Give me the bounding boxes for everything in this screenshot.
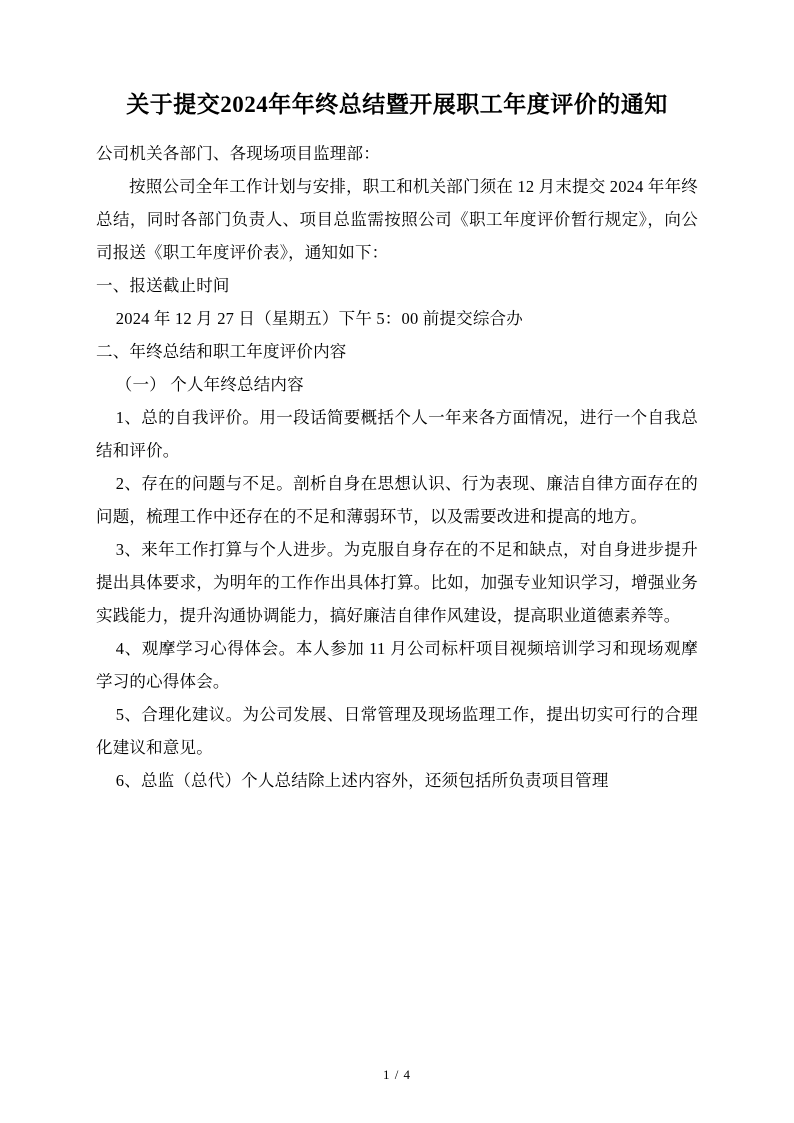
heading-section-2: 二、年终总结和职工年度评价内容 (96, 341, 347, 361)
page-title: 关于提交2024年年终总结暨开展职工年度评价的通知 (126, 92, 668, 117)
heading-section-1: 一、报送截止时间 (96, 275, 230, 295)
heading-subsection-1: （一） 个人年终总结内容 (115, 374, 304, 394)
paragraph-item-3: 3、来年工作打算与个人进步。为克服自身存在的不足和缺点，对自身进步提升提出具体要求，为明年的工作作出具体打算。比如，加强专业知识学习，增强业务实践能力，提升沟通协调能力，搞好廉洁自律作风建设，提高职业道德素养等。 (96, 539, 698, 625)
paragraph-salutation: 公司机关各部门、各现场项目监理部： (96, 143, 380, 163)
paragraph-item-2: 2、存在的问题与不足。剖析自身在思想认识、行为表现、廉洁自律方面存在的问题，梳理工作中还存在的不足和薄弱环节，以及需要改进和提高的地方。 (96, 473, 698, 526)
paragraph-item-4: 4、观摩学习心得体会。本人参加 11 月公司标杆项目视频培训学习和现场观摩学习的心得体会。 (96, 638, 698, 691)
page-footer: 1 / 4 (382, 1067, 412, 1082)
paragraph-item-5: 5、合理化建议。为公司发展、日常管理及现场监理工作，提出切实可行的合理化建议和意见。 (96, 704, 698, 757)
paragraph-intro: 按照公司全年工作计划与安排，职工和机关部门须在 12 月末提交 2024 年年终总结，同时各部门负责人、项目总监需按照公司《职工年度评价暂行规定》，向公司报送《职工年度评价表》，通知如下： (96, 176, 698, 262)
paragraph-deadline: 2024 年 12 月 27 日（星期五）下午 5：00 前提交综合办 (115, 308, 523, 328)
paragraph-item-6: 6、总监（总代）个人总结除上述内容外，还须包括所负责项目管理 (115, 770, 609, 790)
paragraph-item-1: 1、总的自我评价。用一段话简要概括个人一年来各方面情况，进行一个自我总结和评价。 (96, 407, 698, 460)
